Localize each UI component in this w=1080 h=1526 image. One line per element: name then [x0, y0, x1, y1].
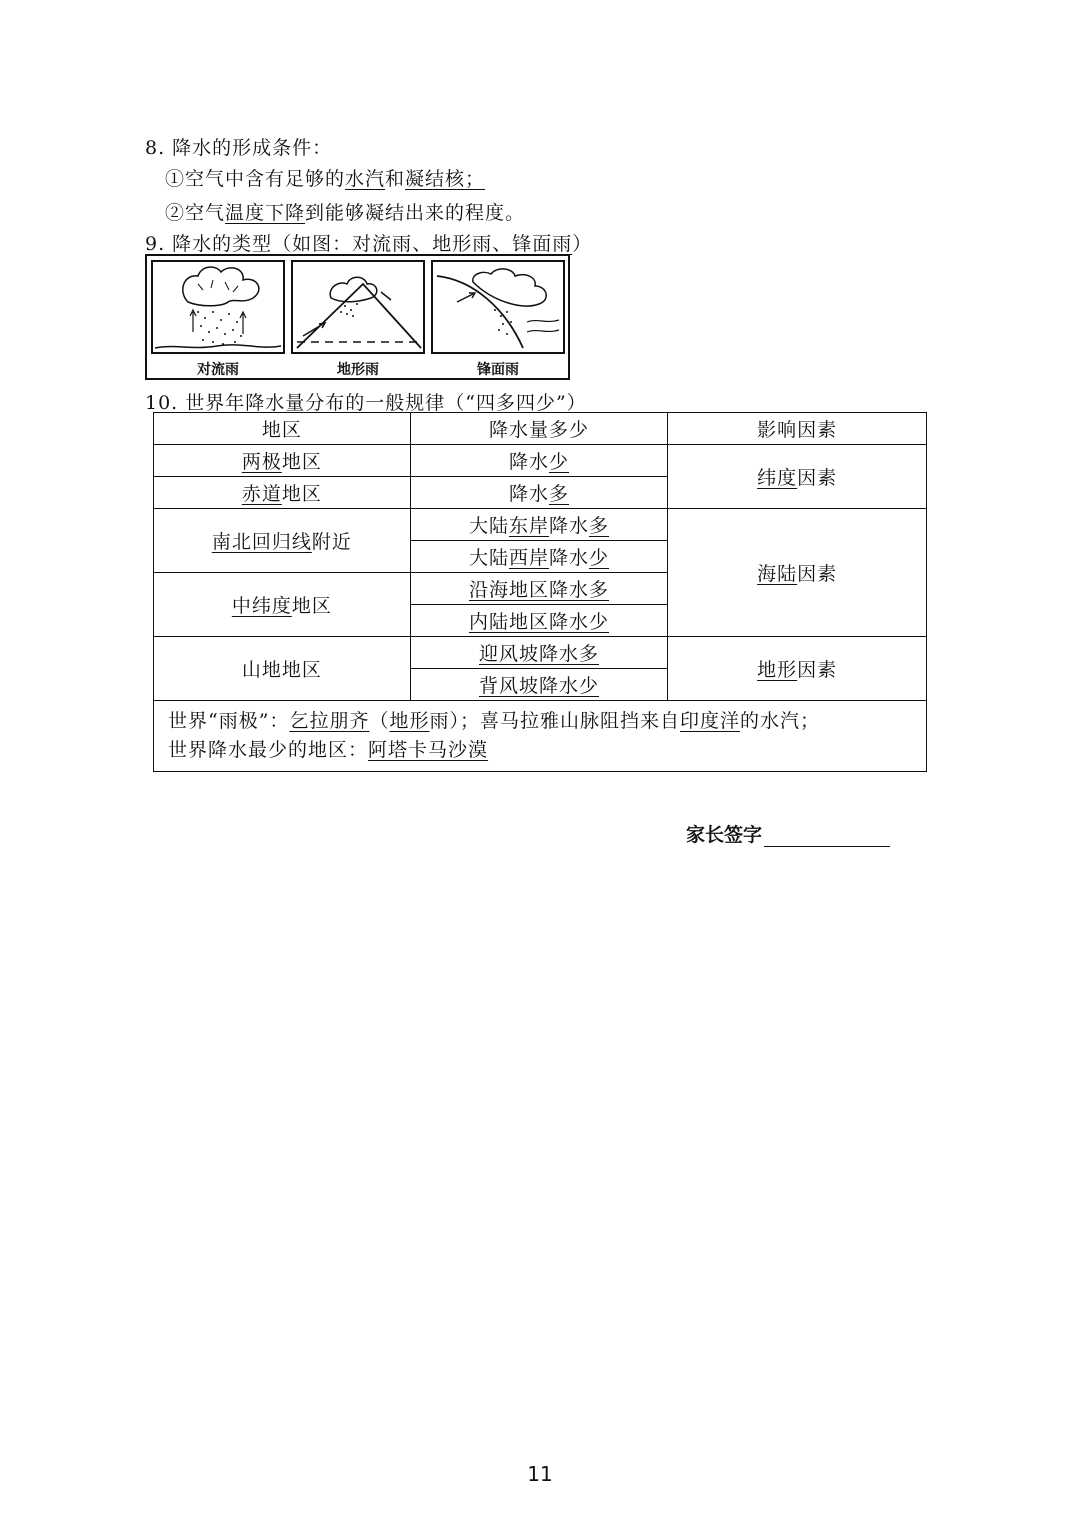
region-equator: 赤道地区: [154, 477, 411, 509]
frontal-rain-illustration: [431, 260, 565, 354]
factor-land-sea: 海陆因素: [668, 509, 927, 637]
table-note: [154, 701, 927, 772]
table-row: [154, 509, 927, 541]
amount-east-coast: 大陆东岸降水多: [410, 509, 668, 541]
table-header-row: [154, 413, 927, 445]
amount-coastal: 沿海地区降水多: [410, 573, 668, 605]
table-note-row: [154, 701, 927, 772]
note-driest-region: 世界降水最少的地区：阿塔卡马沙漠: [168, 739, 489, 761]
caption-convection-rain: 对流雨: [197, 362, 239, 378]
amount-inland: 内陆地区降水少: [410, 605, 668, 637]
region-polar: 两极地区: [154, 445, 411, 477]
header-region: 地区: [154, 413, 411, 445]
parent-signature: 家长签字: [686, 820, 890, 847]
convection-rain-illustration: [151, 260, 285, 354]
caption-frontal-rain: 锋面雨: [477, 362, 519, 378]
amount-leeward: 背风坡降水少: [410, 669, 668, 701]
table-row: [154, 445, 927, 477]
note-rain-pole: 世界“雨极”：乞拉朋齐（地形雨）；喜马拉雅山脉阻挡来自印度洋的水汽；: [168, 710, 821, 732]
amount-west-coast: 大陆西岸降水少: [410, 541, 668, 573]
q8-title: 8. 降水的形成条件：: [145, 137, 333, 159]
factor-terrain: 地形因素: [668, 637, 927, 701]
header-amount: 降水量多少: [410, 413, 668, 445]
q10-title: 10. 世界年降水量分布的一般规律（“四多四少”）: [145, 392, 587, 414]
signature-blank-line[interactable]: [764, 826, 890, 847]
q8-condition-2: ②空气温度下降到能够凝结出来的程度。: [165, 202, 526, 224]
precipitation-distribution-table: [153, 412, 927, 772]
rain-types-figure: [145, 254, 570, 380]
region-mid-latitude: 中纬度地区: [154, 573, 411, 637]
factor-latitude: 纬度因素: [668, 445, 927, 509]
header-factor: 影响因素: [668, 413, 927, 445]
amount-polar: 降水少: [410, 445, 668, 477]
caption-orographic-rain: 地形雨: [337, 362, 379, 378]
q9-title: 9. 降水的类型（如图：对流雨、地形雨、锋面雨）: [145, 233, 593, 255]
region-tropics: 南北回归线附近: [154, 509, 411, 573]
q8-condition-1: ①空气中含有足够的水汽和凝结核；: [165, 168, 486, 190]
orographic-rain-illustration: [291, 260, 425, 354]
amount-windward: 迎风坡降水多: [410, 637, 668, 669]
amount-equator: 降水多: [410, 477, 668, 509]
region-mountain: 山地地区: [154, 637, 411, 701]
table-row: [154, 637, 927, 669]
page-number: 11: [527, 1462, 553, 1486]
